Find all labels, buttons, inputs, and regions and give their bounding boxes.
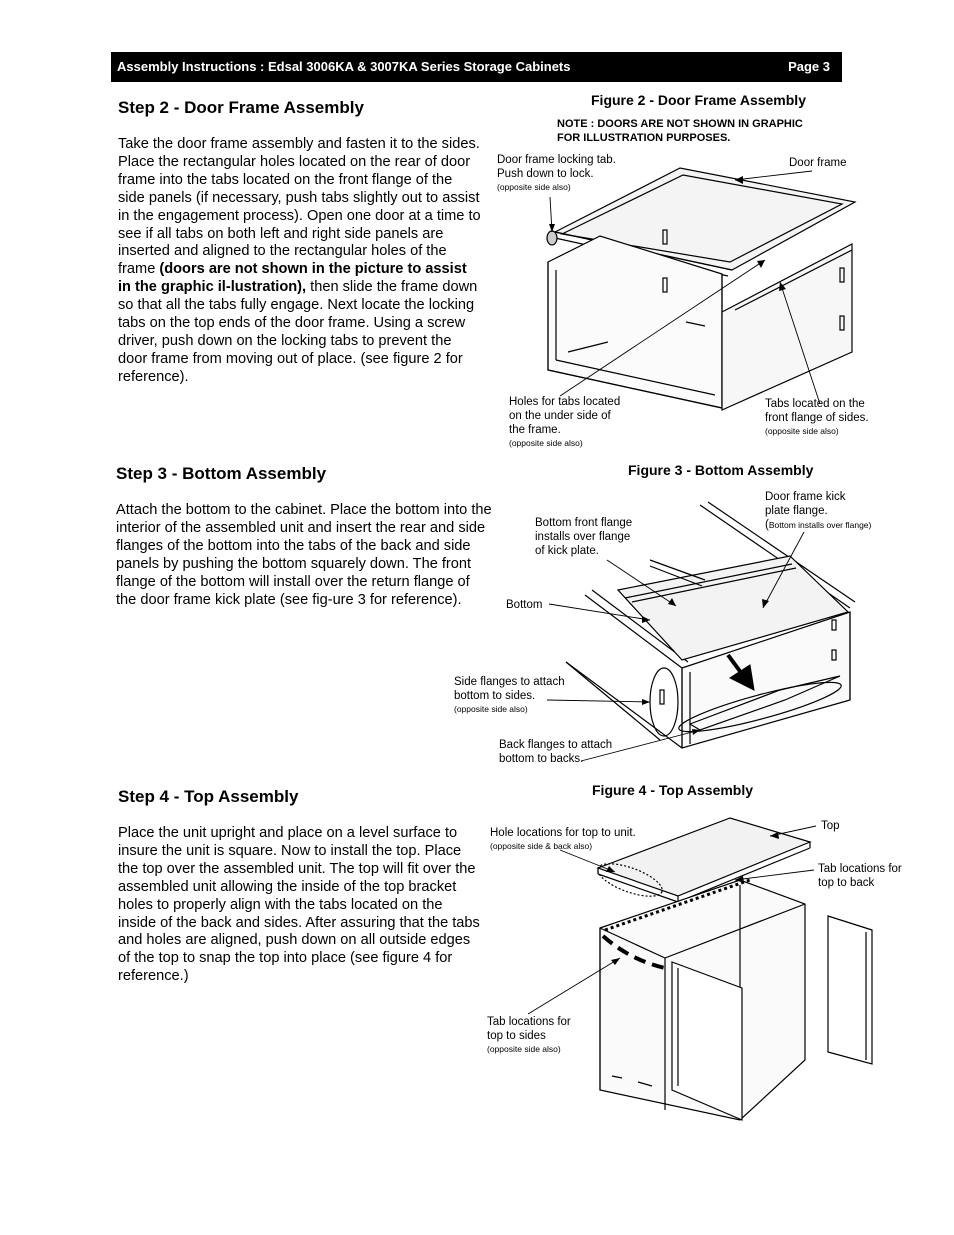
fig4-tab-back-line2: top to back — [818, 877, 875, 889]
figure2-note-line1: NOTE : DOORS ARE NOT SHOWN IN GRAPHIC — [557, 118, 803, 130]
fig4-tab-back-line1: Tab locations for — [818, 863, 902, 875]
fig3-side-flanges-line2: bottom to sides. — [454, 690, 536, 702]
fig3-label-bottom: Bottom — [506, 599, 543, 611]
fig4-label-tab-back — [818, 862, 902, 890]
step4-heading: Step 4 - Top Assembly — [118, 787, 299, 806]
fig2-holes-line3: the frame. — [509, 424, 561, 436]
fig2-tabs-line1: Tabs located on the — [765, 398, 865, 410]
fig4-holes-note: (opposite side & back also) — [490, 841, 593, 851]
page-number: Page 3 — [788, 59, 830, 74]
fig2-holes-note: (opposite side also) — [509, 438, 583, 448]
step3-body: Attach the bottom to the cabinet. Place the bottom into the interior of the assembled unit and insert the rear and side flanges of the bottom into the tabs of the back and side panels by pushing the bottom squarely down. The front flange of the bottom will install over the return flange of the door frame kick plate (see fig-ure 3 for reference). — [116, 502, 492, 608]
fig3-back-flanges-line1: Back flanges to attach — [499, 739, 613, 751]
fig2-tabs-line2: front flange of sides. — [765, 412, 869, 424]
figure2-note-line2: FOR ILLUSTRATION PURPOSES. — [557, 132, 731, 144]
fig2-locking-tab-line1: Door frame locking tab. — [497, 154, 616, 166]
fig4-label-tab-sides — [487, 1015, 571, 1055]
fig2-holes-line1: Holes for tabs located — [509, 396, 621, 408]
step2-heading: Step 2 - Door Frame Assembly — [118, 98, 364, 117]
fig4-label-holes — [490, 826, 636, 852]
fig3-front-flange-line3: of kick plate. — [535, 545, 599, 557]
figure2-title: Figure 2 - Door Frame Assembly — [591, 92, 806, 108]
fig3-side-flanges-note: (opposite side also) — [454, 704, 528, 714]
fig3-back-flanges-line2: bottom to backs. — [499, 753, 584, 765]
fig3-kick-note: Bottom installs over flange) — [768, 520, 872, 530]
figure3-title: Figure 3 - Bottom Assembly — [628, 462, 814, 478]
fig4-tab-sides-note: (opposite side also) — [487, 1044, 561, 1054]
fig4-holes-line1: Hole locations for top to unit. — [490, 827, 636, 839]
fig2-locking-tab-note: (opposite side also) — [497, 182, 571, 192]
fig3-side-flanges-line1: Side flanges to attach — [454, 676, 565, 688]
step2-text-b: then slide the frame down so that all the tabs fully engage. Next locate the locking tabs on the top ends of the door frame. Using a screw driver, push down on the locking tabs to prevent the door frame from moving out of place. (see figure 2 for reference). — [118, 279, 478, 385]
step2-text-bold: (doors are not shown in the picture to assist in the graphic il-lustration), — [118, 261, 467, 296]
fig3-front-flange-line1: Bottom front flange — [535, 517, 633, 529]
step3-heading: Step 3 - Bottom Assembly — [116, 464, 327, 483]
fig3-kick-paren: ( — [765, 519, 769, 531]
fig2-label-door-frame: Door frame — [789, 157, 847, 169]
fig4-label-top: Top — [821, 820, 840, 832]
fig4-tab-sides-line2: top to sides — [487, 1030, 546, 1042]
step2-text-a: Take the door frame assembly and fasten it to the sides. Place the rectangular holes located on the rear of door frame into the tabs located on the front flange of the side panels (if necessary, push tabs slightly out to assist in the engagement process). Open one door at a time to see if all tabs on both left and right side panels are inserted and aligned to the rectangular holes of the frame — [118, 136, 481, 278]
fig3-kick-line1: Door frame kick — [765, 491, 846, 503]
fig3-front-flange-line2: installs over flange — [535, 531, 631, 543]
fig4-tab-sides-line1: Tab locations for — [487, 1016, 571, 1028]
fig2-holes-line2: on the under side of — [509, 410, 611, 422]
step4-body: Place the unit upright and place on a level surface to insure the unit is square. Now to install the top. Place the top over the assembled unit. The top will fit over the assembled unit allowing the inside of the top bracket holes to properly align with the tabs located on the inside of the back and sides. After assuring that the tabs and holes are aligned, push down on all outside edges of the top to snap the top into place (see figure 4 for reference.) — [118, 825, 480, 985]
fig2-locking-tab-line2: Push down to lock. — [497, 168, 594, 180]
fig2-tabs-note: (opposite side also) — [765, 426, 839, 436]
figure4-title: Figure 4 - Top Assembly — [592, 782, 754, 798]
document-title: Assembly Instructions : Edsal 3006KA & 3007KA Series Storage Cabinets — [117, 59, 571, 74]
fig3-kick-line2: plate flange. — [765, 505, 828, 517]
